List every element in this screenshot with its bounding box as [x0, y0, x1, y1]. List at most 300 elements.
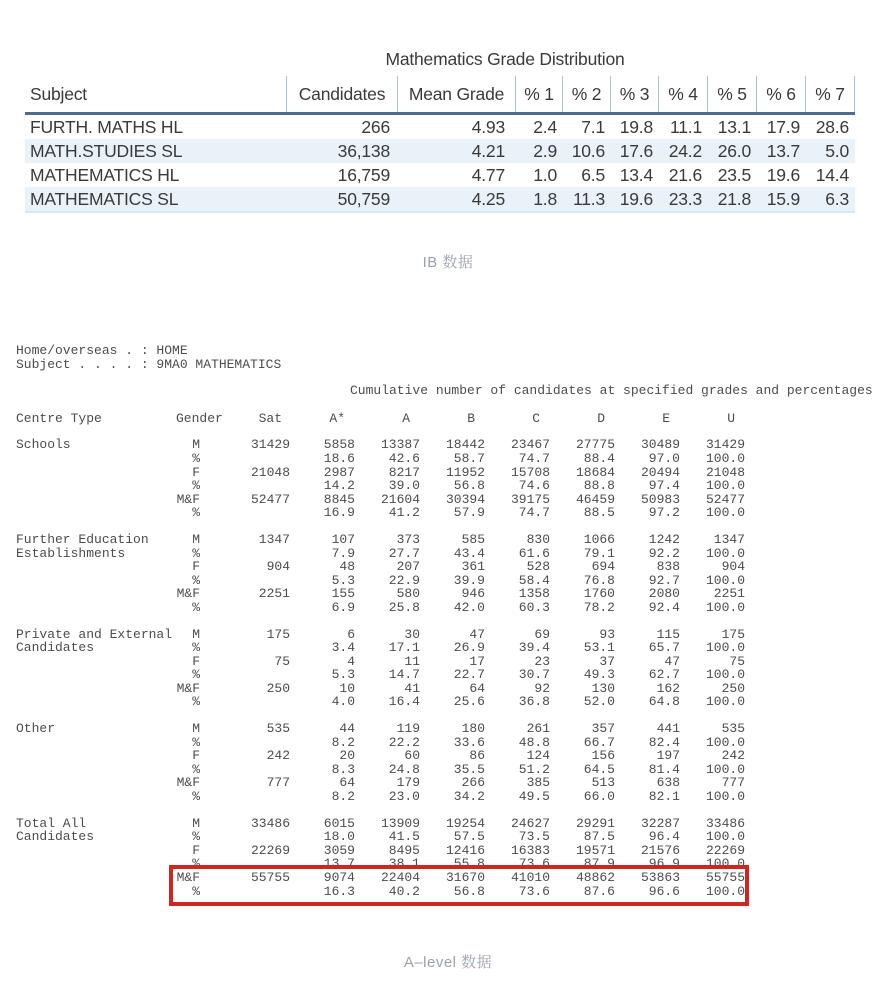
sat-cell: 75: [274, 653, 290, 669]
grade-cell: 33486: [705, 815, 745, 831]
alevel-header-cell: Centre Type: [16, 410, 102, 426]
grade-cell: 49.5: [518, 789, 550, 805]
grade-cell: 82.1: [648, 789, 680, 805]
grade-cell: 16.9: [323, 505, 355, 521]
grade-cell: 78.2: [583, 599, 615, 615]
grade-cell: 10: [339, 680, 355, 696]
grade-cell: 17.1: [388, 640, 420, 656]
grade-cell: 73.6: [518, 856, 550, 872]
sat-cell: [200, 885, 290, 899]
gender-cell: %: [192, 450, 200, 466]
ib-value-cell: 19.6: [766, 164, 800, 185]
grade-cell: 373: [396, 531, 420, 547]
grade-cell: 777: [721, 775, 745, 791]
ib-value-cell: 1.0: [533, 164, 557, 185]
grade-cell: 92: [534, 680, 550, 696]
sat-cell: [200, 763, 290, 777]
gender-cell: %: [192, 829, 200, 845]
grade-cell: 97.0: [648, 450, 680, 466]
grade-cell: 18.0: [323, 829, 355, 845]
grade-cell: 88.8: [583, 478, 615, 494]
ib-header-row: [25, 76, 855, 115]
grade-cell: 39.4: [518, 640, 550, 656]
section-label: [16, 479, 160, 493]
ib-header-cell: Candidates: [287, 76, 398, 112]
gender-cell: %: [192, 789, 200, 805]
grade-cell: 20: [339, 748, 355, 764]
ib-value-cell: 36,138: [337, 140, 390, 161]
grade-cell: 92.2: [648, 545, 680, 561]
grade-cell: 180: [461, 721, 485, 737]
grade-cell: 130: [591, 680, 615, 696]
grade-cell: 92.4: [648, 599, 680, 615]
grade-cell: 30.7: [518, 667, 550, 683]
grade-cell: 56.8: [453, 883, 485, 899]
ib-header-cell: % 4: [659, 76, 708, 112]
ib-value-cell: 23.3: [668, 188, 702, 209]
sat-cell: [200, 790, 290, 804]
alevel-header-cell: A: [402, 410, 410, 426]
section-label: [16, 574, 160, 588]
grade-cell: 361: [461, 559, 485, 575]
ib-subject-cell: MATH.STUDIES SL: [30, 140, 183, 161]
ib-value-cell: 26.0: [717, 140, 751, 161]
section-label: Private and External: [16, 626, 173, 642]
gender-cell: F: [192, 748, 200, 764]
grade-cell: 946: [461, 586, 485, 602]
grade-cell: 34.2: [453, 789, 485, 805]
grade-cell: 79.1: [583, 545, 615, 561]
section-label: [16, 682, 160, 696]
grade-cell: 115: [656, 626, 680, 642]
grade-cell: 38.1: [388, 856, 420, 872]
grade-cell: 66.7: [583, 734, 615, 750]
grade-cell: 100.0: [705, 734, 745, 750]
grade-cell: 81.4: [648, 761, 680, 777]
grade-cell: 40.2: [388, 883, 420, 899]
alevel-header-cell: Gender: [176, 410, 223, 426]
sat-cell: 33486: [250, 815, 290, 831]
section-label: [16, 749, 160, 763]
grade-cell: 88.4: [583, 450, 615, 466]
sat-cell: 55755: [250, 870, 290, 885]
grade-cell: 3.4: [331, 640, 355, 656]
gender-cell: M&F: [176, 775, 200, 791]
ib-row: [25, 163, 855, 187]
grade-cell: 100.0: [705, 505, 745, 521]
sat-cell: 904: [266, 559, 290, 575]
ib-value-cell: 4.25: [471, 188, 505, 209]
gender-cell: %: [192, 505, 200, 521]
grade-cell: 15708: [510, 464, 550, 480]
gender-cell: M&F: [176, 870, 200, 885]
ib-row: [25, 115, 855, 139]
grade-cell: 585: [461, 531, 485, 547]
grade-cell: 41.5: [388, 829, 420, 845]
ib-header-cell: Subject: [25, 76, 287, 112]
grade-cell: 18442: [445, 437, 485, 453]
report-meta-line-1: Home/overseas . : HOME: [16, 343, 188, 358]
gender-cell: F: [192, 653, 200, 669]
section-label: [16, 560, 160, 574]
grade-cell: 14.7: [388, 667, 420, 683]
grade-cell: 39.9: [453, 572, 485, 588]
grade-cell: 32287: [640, 815, 680, 831]
gender-cell: M: [192, 531, 200, 547]
ib-value-cell: 2.4: [533, 116, 557, 137]
grade-cell: 8845: [323, 491, 355, 507]
ib-value-cell: 13.7: [766, 140, 800, 161]
gender-cell: %: [192, 734, 200, 750]
ib-table-title: Mathematics Grade Distribution: [385, 49, 625, 69]
grade-cell: 5.3: [331, 667, 355, 683]
grade-cell: 96.9: [648, 856, 680, 872]
grade-cell: 2251: [713, 586, 745, 602]
ib-value-cell: 10.6: [571, 140, 605, 161]
grade-cell: 357: [591, 721, 615, 737]
gender-cell: %: [192, 640, 200, 656]
grade-cell: 100.0: [705, 694, 745, 710]
grade-cell: 694: [591, 559, 615, 575]
grade-cell: 1347: [713, 531, 745, 547]
sat-cell: [200, 736, 290, 750]
ib-value-cell: 50,759: [337, 188, 390, 209]
ib-header-cell: % 7: [806, 76, 855, 112]
section-label: [16, 844, 160, 858]
ib-value-cell: 4.21: [471, 140, 505, 161]
grade-cell: 7.9: [331, 545, 355, 561]
grade-cell: 42.0: [453, 599, 485, 615]
grade-cell: 43.4: [453, 545, 485, 561]
ib-header-cell: % 6: [757, 76, 806, 112]
alevel-header-cell: A*: [329, 410, 345, 426]
grade-cell: 100.0: [705, 599, 745, 615]
gender-cell: %: [192, 545, 200, 561]
grade-cell: 64: [469, 680, 485, 696]
grade-cell: 1760: [583, 586, 615, 602]
grade-cell: 87.6: [583, 883, 615, 899]
ib-value-cell: 7.1: [581, 116, 605, 137]
sat-cell: [200, 830, 290, 844]
sat-cell: [200, 452, 290, 466]
gender-cell: %: [192, 883, 200, 899]
gender-cell: F: [192, 842, 200, 858]
grade-cell: 19571: [575, 842, 615, 858]
grade-cell: 100.0: [705, 667, 745, 683]
gender-cell: F: [192, 559, 200, 575]
grade-cell: 242: [721, 748, 745, 764]
grade-cell: 535: [721, 721, 745, 737]
grade-cell: 75: [729, 653, 745, 669]
sat-cell: [200, 479, 290, 493]
ib-value-cell: 4.93: [471, 116, 505, 137]
grade-cell: 19254: [445, 815, 485, 831]
gender-cell: %: [192, 761, 200, 777]
grade-cell: 100.0: [705, 829, 745, 845]
grade-cell: 24627: [510, 815, 550, 831]
grade-cell: 42.6: [388, 450, 420, 466]
sat-cell: [200, 668, 290, 682]
ib-row: [25, 187, 855, 211]
grade-cell: 100.0: [705, 761, 745, 777]
grade-cell: 11952: [445, 464, 485, 480]
grade-cell: 1066: [583, 531, 615, 547]
alevel-header-cell: E: [662, 410, 670, 426]
grade-cell: 3059: [323, 842, 355, 858]
grade-cell: 22.2: [388, 734, 420, 750]
grade-cell: 64: [339, 775, 355, 791]
grade-cell: 30394: [445, 491, 485, 507]
sat-cell: 242: [266, 748, 290, 764]
ib-value-cell: 266: [361, 116, 390, 137]
grade-cell: 513: [591, 775, 615, 791]
grade-cell: 580: [396, 586, 420, 602]
gender-cell: M&F: [176, 586, 200, 602]
grade-cell: 8.2: [331, 734, 355, 750]
grade-cell: 46459: [575, 491, 615, 507]
grade-cell: 57.5: [453, 829, 485, 845]
grade-cell: 100.0: [705, 856, 745, 872]
grade-cell: 25.6: [453, 694, 485, 710]
ib-value-cell: 23.5: [717, 164, 751, 185]
alevel-section: [16, 628, 816, 710]
grade-cell: 52477: [705, 491, 745, 507]
grade-cell: 162: [656, 680, 680, 696]
ib-value-cell: 1.8: [533, 188, 557, 209]
ib-header-cell: % 3: [611, 76, 659, 112]
ib-value-cell: 11.1: [670, 116, 702, 137]
ib-value-cell: 2.9: [533, 140, 557, 161]
grade-cell: 8.2: [331, 789, 355, 805]
grade-cell: 41010: [510, 870, 550, 885]
ib-value-cell: 21.8: [717, 188, 751, 209]
section-label: [16, 452, 160, 466]
grade-cell: 838: [656, 559, 680, 575]
sat-cell: 52477: [250, 491, 290, 507]
sat-cell: 21048: [250, 464, 290, 480]
grade-cell: 44: [339, 721, 355, 737]
section-label: [16, 493, 160, 507]
grade-cell: 21048: [705, 464, 745, 480]
ib-value-cell: 13.1: [717, 116, 751, 137]
gender-cell: %: [192, 572, 200, 588]
grade-cell: 86: [469, 748, 485, 764]
grade-cell: 14.2: [323, 478, 355, 494]
grade-cell: 13909: [380, 815, 420, 831]
grade-cell: 55755: [705, 870, 745, 885]
grade-cell: 13.7: [323, 856, 355, 872]
grade-cell: 49.3: [583, 667, 615, 683]
grade-cell: 55.8: [453, 856, 485, 872]
section-label: [16, 885, 160, 899]
sat-cell: [200, 641, 290, 655]
grade-cell: 100.0: [705, 545, 745, 561]
alevel-section: [16, 533, 816, 615]
grade-cell: 21604: [380, 491, 420, 507]
grade-cell: 21576: [640, 842, 680, 858]
grade-cell: 41.2: [388, 505, 420, 521]
ib-value-cell: 14.4: [815, 164, 849, 185]
grade-cell: 73.5: [518, 829, 550, 845]
grade-cell: 197: [656, 748, 680, 764]
gender-cell: M: [192, 815, 200, 831]
section-label: [16, 790, 160, 804]
ib-value-cell: 15.9: [766, 188, 800, 209]
ib-value-cell: 17.9: [766, 116, 800, 137]
alevel-section: [16, 438, 816, 520]
grade-cell: 25.8: [388, 599, 420, 615]
grade-cell: 53.1: [583, 640, 615, 656]
grade-cell: 96.6: [648, 883, 680, 899]
ib-value-cell: 16,759: [337, 164, 390, 185]
grade-cell: 35.5: [453, 761, 485, 777]
gender-cell: M&F: [176, 491, 200, 507]
grade-cell: 904: [721, 559, 745, 575]
grade-cell: 76.8: [583, 572, 615, 588]
ib-header-cell: % 5: [708, 76, 757, 112]
ib-subject-cell: MATHEMATICS HL: [30, 164, 180, 185]
ib-caption: IB 数据: [422, 254, 474, 271]
grade-cell: 20494: [640, 464, 680, 480]
grade-cell: 24.8: [388, 761, 420, 777]
ib-value-cell: 6.5: [581, 164, 605, 185]
grade-cell: 53863: [640, 870, 680, 885]
section-label: [16, 506, 160, 520]
grade-cell: 124: [526, 748, 550, 764]
grade-cell: 74.6: [518, 478, 550, 494]
ib-value-cell: 24.2: [668, 140, 702, 161]
grade-cell: 5.3: [331, 572, 355, 588]
grade-cell: 17: [469, 653, 485, 669]
grade-cell: 41: [404, 680, 420, 696]
alevel-section: [16, 722, 816, 804]
section-label: Candidates: [16, 829, 95, 845]
grade-cell: 64.5: [583, 761, 615, 777]
gender-cell: M: [192, 626, 200, 642]
grade-cell: 2987: [323, 464, 355, 480]
grade-cell: 22404: [380, 870, 420, 885]
sat-cell: 175: [266, 626, 290, 642]
grade-cell: 97.2: [648, 505, 680, 521]
ib-value-cell: 6.3: [825, 188, 849, 209]
alevel-header-cell: Sat: [258, 410, 282, 426]
grade-cell: 6.9: [331, 599, 355, 615]
gender-cell: %: [192, 599, 200, 615]
grade-cell: 207: [396, 559, 420, 575]
grade-cell: 31429: [705, 437, 745, 453]
grade-cell: 13387: [380, 437, 420, 453]
grade-cell: 97.4: [648, 478, 680, 494]
grade-cell: 39.0: [388, 478, 420, 494]
grade-cell: 100.0: [705, 572, 745, 588]
grade-cell: 1242: [648, 531, 680, 547]
grade-cell: 30489: [640, 437, 680, 453]
grade-cell: 100.0: [705, 478, 745, 494]
grade-cell: 62.7: [648, 667, 680, 683]
grade-cell: 100.0: [705, 883, 745, 899]
sat-cell: [200, 857, 290, 871]
grade-cell: 27.7: [388, 545, 420, 561]
grade-cell: 37: [599, 653, 615, 669]
ib-value-cell: 17.6: [619, 140, 653, 161]
grade-cell: 26.9: [453, 640, 485, 656]
ib-value-cell: 21.6: [668, 164, 702, 185]
grade-cell: 22.9: [388, 572, 420, 588]
grade-cell: 51.2: [518, 761, 550, 777]
grade-cell: 48.8: [518, 734, 550, 750]
section-label: Candidates: [16, 640, 95, 656]
gender-cell: F: [192, 464, 200, 480]
grade-cell: 82.4: [648, 734, 680, 750]
grade-cell: 16.3: [323, 883, 355, 899]
grade-cell: 8495: [388, 842, 420, 858]
grade-cell: 33.6: [453, 734, 485, 750]
grade-cell: 64.8: [648, 694, 680, 710]
ib-value-cell: 19.8: [619, 116, 653, 137]
sat-cell: 2251: [258, 586, 290, 602]
grade-cell: 47: [664, 653, 680, 669]
grade-cell: 8217: [388, 464, 420, 480]
grade-cell: 830: [526, 531, 550, 547]
grade-cell: 87.5: [583, 829, 615, 845]
grade-cell: 100.0: [705, 450, 745, 466]
grade-cell: 6015: [323, 815, 355, 831]
section-label: [16, 763, 160, 777]
grade-cell: 58.7: [453, 450, 485, 466]
alevel-header-cell: D: [597, 410, 605, 426]
ib-value-cell: 28.6: [815, 116, 849, 137]
grade-cell: 23.0: [388, 789, 420, 805]
ib-value-cell: 19.6: [619, 188, 653, 209]
grade-cell: 385: [526, 775, 550, 791]
report-heading: Cumulative number of candidates at specified grades and percentages: [350, 383, 873, 399]
section-label: [16, 776, 160, 790]
grade-cell: 60.3: [518, 599, 550, 615]
grade-cell: 60: [404, 748, 420, 764]
sat-cell: 250: [266, 680, 290, 696]
gender-cell: %: [192, 694, 200, 710]
grade-cell: 107: [331, 531, 355, 547]
grade-cell: 93: [599, 626, 615, 642]
ib-value-cell: 5.0: [825, 140, 849, 161]
gender-cell: M: [192, 721, 200, 737]
grade-cell: 87.9: [583, 856, 615, 872]
gender-cell: M: [192, 437, 200, 453]
grade-cell: 57.9: [453, 505, 485, 521]
section-label: [16, 601, 160, 615]
grade-cell: 11: [404, 653, 420, 669]
grade-cell: 175: [721, 626, 745, 642]
section-label: [16, 668, 160, 682]
ib-header-cell: % 2: [563, 76, 611, 112]
grade-cell: 16383: [510, 842, 550, 858]
ib-table: [25, 76, 855, 213]
grade-cell: 119: [396, 721, 420, 737]
alevel-header-cell: C: [532, 410, 540, 426]
section-label: [16, 871, 160, 885]
gender-cell: M&F: [176, 680, 200, 696]
grade-cell: 73.6: [518, 883, 550, 899]
sat-cell: [200, 506, 290, 520]
sat-cell: [200, 601, 290, 615]
grade-cell: 261: [526, 721, 550, 737]
grade-cell: 50983: [640, 491, 680, 507]
grade-cell: 48: [339, 559, 355, 575]
alevel-report: [16, 343, 873, 899]
grade-cell: 23467: [510, 437, 550, 453]
ib-subject-cell: MATHEMATICS SL: [30, 188, 179, 209]
section-label: [16, 466, 160, 480]
